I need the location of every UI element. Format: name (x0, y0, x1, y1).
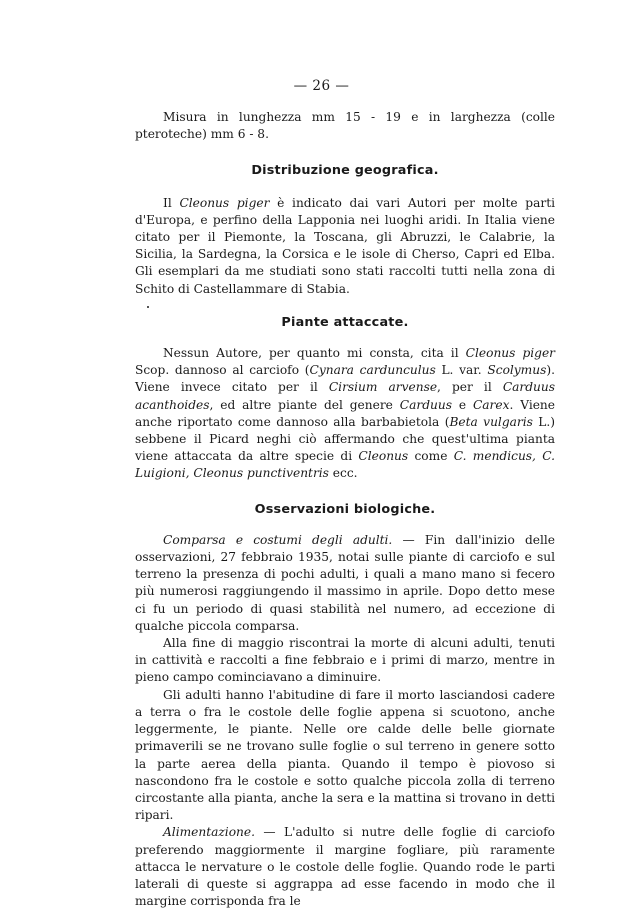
heading-distribution: Distribuzione geografica. (251, 163, 439, 179)
observations-paragraph-3: Gli adulti hanno l'abitudine di fare il morto lasciandosi cadere a terra o fra le costole delle foglie appena si scuotono, anche leggermente, le piante. Nelle ore calde delle belle giornate primaverili se ne trovano sulle foglie o sul terreno in genere sotto la parte aerea della pianta. Quando il tempo è piovoso si nascondono fra le costole e sotto qualche piccola zolla di terreno circostante alla pianta, anche la sera e la mattina si trovano in detti ripari. (135, 687, 555, 823)
intro-paragraph: Misura in lunghezza mm 15 - 19 e in larghezza (colle pteroteche) mm 6 - 8. (135, 110, 555, 142)
subsection-lead: Alimentazione. (163, 825, 255, 840)
subsection-lead: Comparsa e costumi degli adulti. (163, 532, 393, 547)
plants-paragraph: Nessun Autore, per quanto mi consta, cita il Cleonus piger Scop. dannoso al carciofo (Cynara cardunculus L. var. Scolymus). Viene invece citato per il Cirsium arvense, per il Carduus acanthoides, ed altre piante del genere Carduus e Carex. Viene anche riportato come dannoso alla barbabietola (Beta vulgaris L.) sebbene il Picard neghi ciò affermando che quest'ultima pianta viene attaccata da altre specie di Cleonus come C. mendicus, C. Luigioni, Cleonus punctiventris ecc. (135, 346, 555, 481)
observations-paragraph-1: Comparsa e costumi degli adulti. — Fin dall'inizio delle osservazioni, 27 febbraio 1935, notai sulle piante di carciofo e sul terreno la presenza di pochi adulti, i quali a mano mano si fecero più numerosi raggiungendo il massimo in aprile. Dopo detto mese ci fu un periodo di quasi stabilità nel numero, ad eccezione di qualche piccola comparsa. (135, 532, 555, 633)
page-number: — 26 — (293, 78, 350, 94)
species-name: Cleonus piger (179, 195, 270, 210)
page-body (135, 109, 555, 910)
heading-observations: Osservazioni biologiche. (254, 501, 436, 517)
observations-paragraph-4: Alimentazione. — L'adulto si nutre delle foglie di carciofo preferendo maggiormente il margine fogliare, più raramente attacca le nervature o le costole delle foglie. Quando rode le parti laterali di queste si aggrappa ad esse facendo in modo che il margine corrisponda fra le (135, 825, 555, 909)
observations-paragraph-2: Alla fine di maggio riscontrai la morte di alcuni adulti, tenuti in cattività e raccolti a fine febbraio e i primi di marzo, mentre in pieno campo cominciavano a diminuire. (135, 636, 555, 685)
distribution-paragraph: Il Cleonus piger è indicato dai vari Autori per molte parti d'Europa, e perfino della Lapponia nei luoghi aridi. In Italia viene citato per il Piemonte, la Toscana, gli Abruzzi, le Calabrie, la Sicilia, la Sardegna, la Corsica e le isole di Cherso, Capri ed Elba. Gli esemplari da me studiati sono stati raccolti tutti nella zona di Schito di Castellammare di Stabia. (135, 195, 555, 296)
heading-plants: Piante attaccate. (281, 314, 409, 330)
